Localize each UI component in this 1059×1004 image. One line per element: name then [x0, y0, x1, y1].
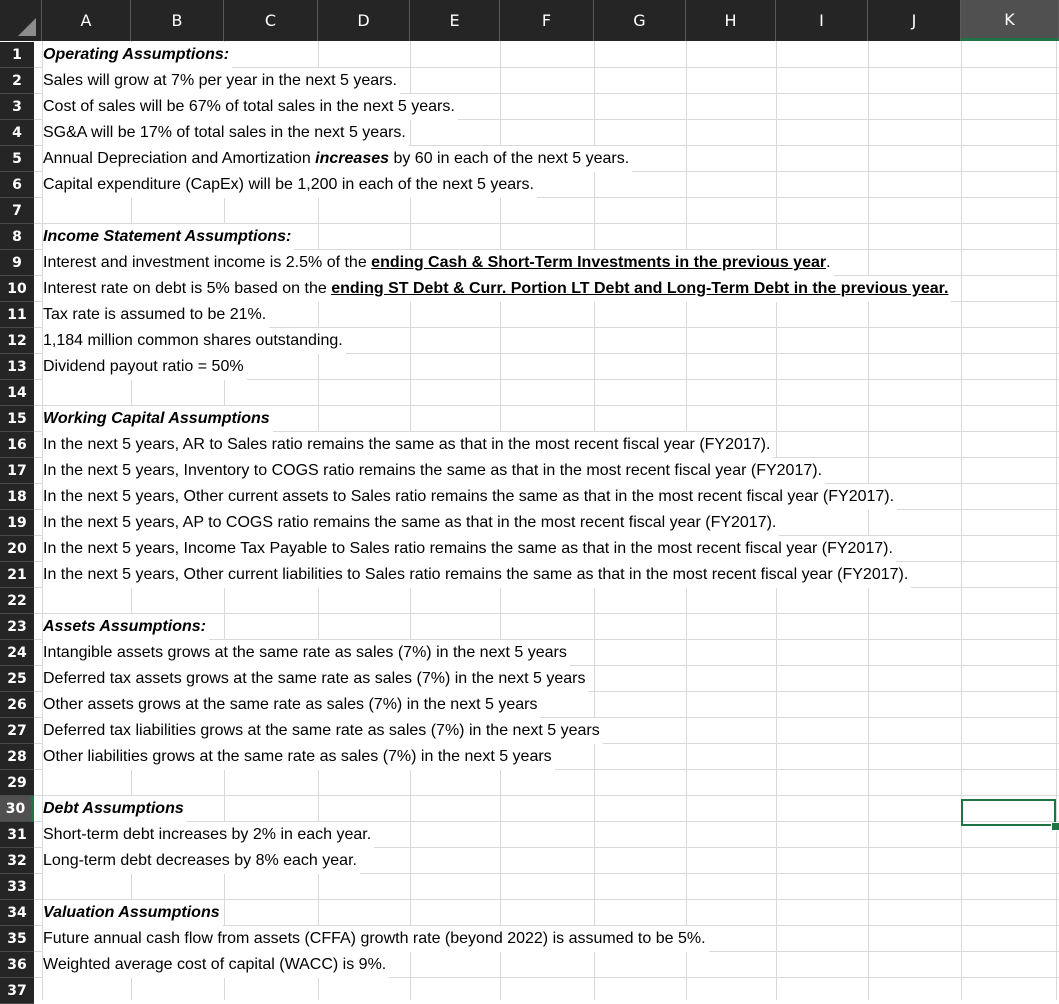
cell-a30[interactable]: Debt Assumptions — [43, 796, 187, 822]
row-header[interactable]: 21 — [0, 562, 34, 588]
cell-a10-underlined: ending ST Debt & Curr. Portion LT Debt and Long-Term Debt in the previous year. — [331, 280, 949, 297]
column-header-f[interactable]: F — [500, 0, 594, 41]
row-header[interactable]: 7 — [0, 198, 34, 224]
row-header[interactable]: 8 — [0, 224, 34, 250]
row-header[interactable]: 26 — [0, 692, 34, 718]
cell-a2[interactable]: Sales will grow at 7% per year in the next 5 years. — [43, 68, 400, 94]
cell-a10-text-start: Interest rate on debt is 5% based on the — [43, 280, 332, 297]
gridline — [34, 795, 1059, 796]
cell-a23[interactable]: Assets Assumptions: — [43, 614, 209, 640]
row-header[interactable]: 31 — [0, 822, 34, 848]
row-header[interactable]: 5 — [0, 146, 34, 172]
cell-a10-emphasis — [331, 280, 948, 297]
row-header[interactable]: 10 — [0, 276, 34, 302]
column-header-c[interactable]: C — [224, 0, 318, 41]
row-header[interactable]: 23 — [0, 614, 34, 640]
row-header[interactable]: 6 — [0, 172, 34, 198]
column-header-h[interactable]: H — [686, 0, 776, 41]
row-header[interactable]: 28 — [0, 744, 34, 770]
gridline — [961, 41, 962, 1000]
row-header[interactable]: 36 — [0, 952, 34, 978]
cell-a27[interactable]: Deferred tax liabilities grows at the same rate as sales (7%) in the next 5 years — [43, 718, 603, 744]
gridline — [1056, 41, 1057, 1000]
cell-a32[interactable]: Long-term debt decreases by 8% each year. — [43, 848, 360, 874]
row-header[interactable]: 33 — [0, 874, 34, 900]
row-header[interactable]: 12 — [0, 328, 34, 354]
column-header-a[interactable]: A — [42, 0, 131, 41]
row-header[interactable]: 24 — [0, 640, 34, 666]
row-header[interactable]: 17 — [0, 458, 34, 484]
selected-cell-k30[interactable] — [961, 799, 1056, 826]
cell-a4[interactable]: SG&A will be 17% of total sales in the next 5 years. — [43, 120, 409, 146]
cell-a9-underlined: ending Cash & Short-Term Investments in the previous year — [371, 254, 827, 271]
cell-a36[interactable]: Weighted average cost of capital (WACC) is 9%. — [43, 952, 389, 978]
cell-a26[interactable]: Other assets grows at the same rate as sales (7%) in the next 5 years — [43, 692, 540, 718]
cell-a15[interactable]: Working Capital Assumptions — [43, 406, 273, 432]
cell-a9-emphasis — [371, 254, 826, 271]
column-header-d[interactable]: D — [318, 0, 410, 41]
column-header-b[interactable]: B — [131, 0, 224, 41]
column-header-e[interactable]: E — [410, 0, 500, 41]
gridline — [868, 41, 869, 1000]
cell-a24[interactable]: Intangible assets grows at the same rate as sales (7%) in the next 5 years — [43, 640, 570, 666]
cell-a5-emphasis: increases — [315, 150, 390, 167]
row-header[interactable]: 14 — [0, 380, 34, 406]
cell-a6[interactable]: Capital expenditure (CapEx) will be 1,200 in each of the next 5 years. — [43, 172, 537, 198]
row-header[interactable]: 19 — [0, 510, 34, 536]
cell-a5-text-start: Annual Depreciation and Amortization — [43, 150, 316, 167]
cell-a9[interactable] — [43, 250, 834, 276]
row-header[interactable]: 2 — [0, 68, 34, 94]
cell-a8[interactable]: Income Statement Assumptions: — [43, 224, 294, 250]
cell-a31[interactable]: Short-term debt increases by 2% in each year. — [43, 822, 374, 848]
row-header[interactable]: 15 — [0, 406, 34, 432]
row-header[interactable]: 29 — [0, 770, 34, 796]
cell-a1[interactable]: Operating Assumptions: — [43, 42, 232, 68]
cell-a18[interactable]: In the next 5 years, Other current assets to Sales ratio remains the same as that in the most recent fiscal year (FY2017). — [43, 484, 897, 510]
row-header[interactable]: 3 — [0, 94, 34, 120]
cell-a11[interactable]: Tax rate is assumed to be 21%. — [43, 302, 269, 328]
row-header[interactable]: 34 — [0, 900, 34, 926]
cell-a17[interactable]: In the next 5 years, Inventory to COGS ratio remains the same as that in the most recent fiscal year (FY2017). — [43, 458, 825, 484]
row-header[interactable]: 22 — [0, 588, 34, 614]
cell-a35[interactable]: Future annual cash flow from assets (CFFA) growth rate (beyond 2022) is assumed to be 5%. — [43, 926, 709, 952]
cell-a3[interactable]: Cost of sales will be 67% of total sales in the next 5 years. — [43, 94, 458, 120]
column-header-k[interactable]: K — [961, 0, 1059, 41]
cell-a5[interactable] — [43, 146, 632, 172]
row-header[interactable]: 9 — [0, 250, 34, 276]
cell-a34[interactable]: Valuation Assumptions — [43, 900, 223, 926]
select-all-triangle-icon — [18, 18, 36, 36]
row-header[interactable]: 16 — [0, 432, 34, 458]
select-all-corner[interactable] — [0, 0, 42, 41]
cell-a20[interactable]: In the next 5 years, Income Tax Payable to Sales ratio remains the same as that in the most recent fiscal year (FY2017). — [43, 536, 896, 562]
row-header[interactable]: 13 — [0, 354, 34, 380]
fill-handle[interactable] — [1051, 822, 1059, 831]
column-header-g[interactable]: G — [594, 0, 686, 41]
cell-a16[interactable]: In the next 5 years, AR to Sales ratio remains the same as that in the most recent fiscal year (FY2017). — [43, 432, 773, 458]
cell-a12[interactable]: 1,184 million common shares outstanding. — [43, 328, 346, 354]
row-header[interactable]: 27 — [0, 718, 34, 744]
row-header[interactable]: 1 — [0, 42, 34, 68]
column-header-j[interactable]: J — [868, 0, 961, 41]
cell-a9-text-start: Interest and investment income is 2.5% of the — [43, 254, 372, 271]
row-header[interactable]: 20 — [0, 536, 34, 562]
cell-a5-text-end: by 60 in each of the next 5 years. — [389, 150, 630, 167]
row-header[interactable]: 25 — [0, 666, 34, 692]
row-header[interactable]: 18 — [0, 484, 34, 510]
row-header-active[interactable]: 30 — [0, 796, 34, 822]
column-header-i[interactable]: I — [776, 0, 868, 41]
row-header[interactable]: 11 — [0, 302, 34, 328]
cell-a13[interactable]: Dividend payout ratio = 50% — [43, 354, 247, 380]
cell-a9-text-end: . — [826, 254, 831, 271]
cell-a19[interactable]: In the next 5 years, AP to COGS ratio remains the same as that in the most recent fiscal year (FY2017). — [43, 510, 779, 536]
row-header[interactable]: 37 — [0, 978, 34, 1004]
cell-a21[interactable]: In the next 5 years, Other current liabilities to Sales ratio remains the same as that in the most recent fiscal year (FY2017). — [43, 562, 911, 588]
cell-a25[interactable]: Deferred tax assets grows at the same rate as sales (7%) in the next 5 years — [43, 666, 588, 692]
cell-a28[interactable]: Other liabilities grows at the same rate as sales (7%) in the next 5 years — [43, 744, 555, 770]
cell-a10[interactable] — [43, 276, 951, 302]
row-header[interactable]: 32 — [0, 848, 34, 874]
row-header[interactable]: 4 — [0, 120, 34, 146]
row-header[interactable]: 35 — [0, 926, 34, 952]
